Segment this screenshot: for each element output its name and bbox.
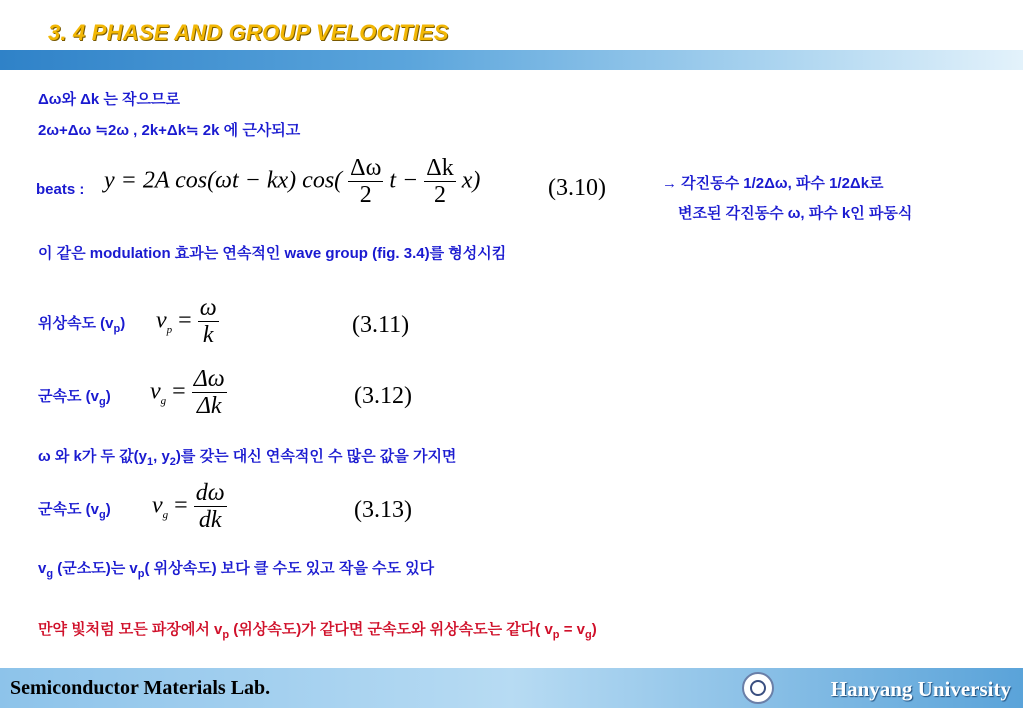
- l6-sub-2: p: [552, 629, 560, 641]
- line-continuous-values: [38, 445, 456, 468]
- eq312-frac: [192, 366, 227, 420]
- equation-3-12: [150, 366, 227, 420]
- eq313-num: dω: [195, 480, 225, 506]
- eq310-mid: t −: [389, 167, 419, 194]
- equation-number-3-11: (3.11): [352, 312, 410, 338]
- eq313-equals: =: [174, 492, 188, 519]
- line-modulation: 이 같은 modulation 효과는 연속적인 wave group (fig. 3.4)를 형성시킴: [38, 245, 507, 262]
- note-line-1: → 각진동수 1/2Δω, 파수 1/2Δk로: [662, 175, 884, 192]
- eq313-sub: g: [162, 509, 169, 522]
- lab-name: Semiconductor Materials Lab.: [10, 677, 271, 699]
- l6-part-d: ): [591, 621, 597, 638]
- group-label-2-sub: g: [98, 509, 106, 521]
- eq313-frac: [194, 480, 227, 534]
- eq312-sub: g: [160, 395, 167, 408]
- group-label-2-text: 군속도 (v: [38, 501, 99, 518]
- l4-part-b: , y: [153, 448, 170, 465]
- l5-sub-1: g: [46, 568, 54, 580]
- l4-sub-1: 1: [146, 456, 154, 468]
- eq312-den: Δk: [196, 393, 222, 420]
- eq310-num2: Δk: [426, 155, 454, 181]
- l6-sub-3: g: [584, 629, 592, 641]
- phase-label-sub: p: [113, 323, 121, 335]
- group-label-1-sub: g: [98, 396, 106, 408]
- equation-3-10: [104, 155, 480, 209]
- eq312-lhs: v: [150, 378, 161, 405]
- eq313-den: dk: [198, 507, 222, 534]
- line-small-approx: Δω와 Δk 는 작으므로: [38, 91, 181, 108]
- eq311-equals: =: [178, 307, 192, 334]
- eq310-den1: 2: [359, 182, 372, 209]
- note-line-2: 변조된 각진동수 ω, 파수 k인 파동식: [678, 205, 913, 222]
- eq312-num: Δω: [193, 366, 225, 392]
- l5-sub-2: p: [137, 568, 145, 580]
- l4-part-a: ω 와 k가 두 값(y: [38, 448, 147, 465]
- l6-part-b: (위상속도)가 같다면 군속도와 위상속도는 같다( v: [229, 621, 553, 638]
- eq310-lhs: y = 2A cos(ωt − kx) cos(: [104, 167, 343, 194]
- group-velocity-label-1: 군속도 $(v_g)$: [38, 388, 111, 408]
- eq310-den2: 2: [433, 182, 446, 209]
- equation-3-11: [156, 295, 219, 349]
- l6-part-a: 만약 빛처럼 모든 파장에서 v: [38, 621, 223, 638]
- equation-3-13: [152, 480, 227, 534]
- eq311-den: k: [202, 322, 214, 349]
- line-vg-vs-vp: [38, 557, 434, 580]
- equation-number-3-12: (3.12): [354, 383, 412, 409]
- l6-sub-1: p: [222, 629, 230, 641]
- eq310-num1: Δω: [350, 155, 382, 181]
- beats-label: beats :: [36, 181, 85, 198]
- equation-number-3-10: (3.10): [548, 175, 606, 201]
- l4-sub-2: 2: [169, 456, 176, 468]
- eq311-sub: p: [166, 324, 173, 337]
- group-label-1-text: 군속도 (v: [38, 388, 99, 405]
- phase-velocity-label: 위상속도 $(v_p)$: [38, 315, 126, 335]
- line-light-equal: [38, 618, 597, 641]
- phase-label-text: 위상속도 (v: [38, 315, 114, 332]
- l5-part-a: v: [38, 560, 47, 577]
- l4-part-c: )를 갖는 대신 연속적인 수 많은 값을 가지면: [175, 448, 457, 465]
- l6-part-c: = v: [559, 621, 585, 638]
- equation-number-3-13: (3.13): [354, 497, 412, 523]
- eq310-tail: x): [461, 167, 481, 194]
- eq310-frac1: [348, 155, 383, 209]
- eq311-lhs: v: [156, 307, 167, 334]
- eq310-frac2: [424, 155, 455, 209]
- line-approximation: 2ω+Δω ≒2ω , 2k+Δk≒ 2k 에 근사되고: [38, 122, 301, 139]
- university-seal-icon: [742, 672, 774, 704]
- header-bar: [0, 50, 1023, 70]
- eq313-lhs: v: [152, 492, 163, 519]
- slide-title: 3. 4 PHASE AND GROUP VELOCITIES: [48, 20, 449, 45]
- university-name: Hanyang University: [830, 677, 1011, 701]
- l5-part-c: ( 위상속도) 보다 클 수도 있고 작을 수도 있다: [144, 560, 435, 577]
- group-velocity-label-2: 군속도 $(v_g)$: [38, 501, 111, 521]
- eq311-frac: [198, 295, 219, 349]
- eq311-num: ω: [199, 295, 217, 321]
- eq312-equals: =: [172, 378, 186, 405]
- l5-part-b: (군소도)는 v: [53, 560, 138, 577]
